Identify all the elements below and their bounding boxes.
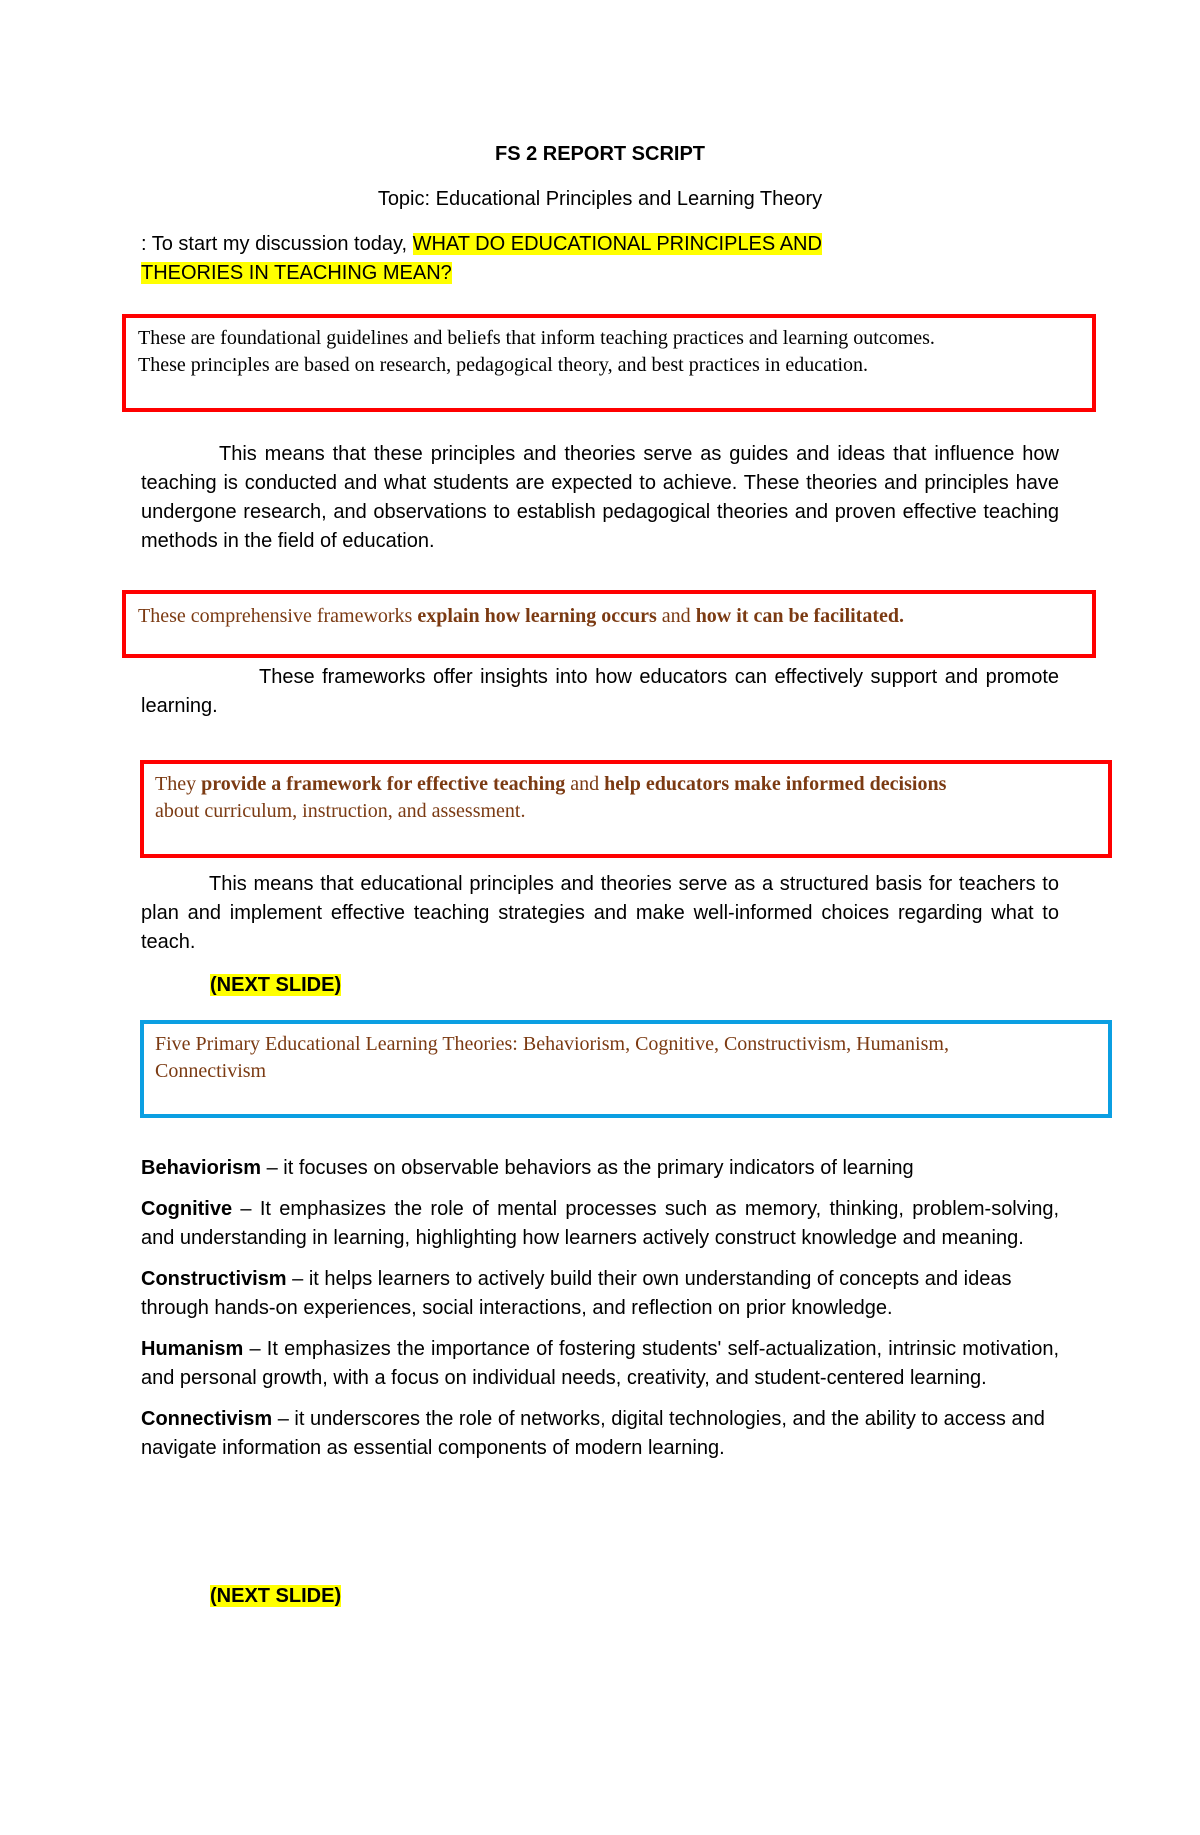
next-slide-marker-2 xyxy=(210,1585,341,1608)
explanation-paragraph-2: These frameworks offer insights into how educators can effectively support and promote learning. xyxy=(141,666,1059,717)
desc-constructivism: – it helps learners to actively build their own understanding of concepts and ideas through hands-on experiences, social interactions, and reflection on prior knowledge. xyxy=(141,1268,1012,1319)
decisions-bold-2: help educators make informed decisions xyxy=(604,773,947,795)
next-slide-marker-1 xyxy=(210,974,341,997)
definition-line-1: These are foundational guidelines and beliefs that inform teaching practices and learning outcomes. xyxy=(138,327,935,349)
explanation-paragraph-1: This means that these principles and theories serve as guides and ideas that influence how teaching is conducted and what students are expected to achieve. These theories and principles have undergone research, and observations to establish pedagogical theories and proven effective teaching methods in the field of education. xyxy=(141,443,1059,552)
theories-line-2: Connectivism xyxy=(155,1060,267,1082)
list-item xyxy=(141,1405,1059,1463)
explanation-paragraph-3: This means that educational principles and theories serve as a structured basis for teachers to plan and implement effective teaching strategies and make well-informed choices regarding what to teach. xyxy=(141,873,1059,953)
frameworks-bold-2: how it can be facilitated. xyxy=(695,605,904,627)
term-humanism: Humanism xyxy=(141,1338,244,1360)
definition-line-2: These principles are based on research, pedagogical theory, and best practices in education. xyxy=(138,354,869,376)
desc-cognitive: – It emphasizes the role of mental processes such as memory, thinking, problem-solving, and understanding in learning, highlighting how learners actively construct knowledge and meaning. xyxy=(141,1198,1059,1249)
list-item xyxy=(141,1154,1059,1183)
desc-humanism: – It emphasizes the importance of fostering students' self-actualization, intrinsic motivation, and personal growth, with a focus on individual needs, creativity, and student-centered learning. xyxy=(141,1338,1059,1389)
decisions-text-2: and xyxy=(565,773,605,795)
decisions-line-2: about curriculum, instruction, and assessment. xyxy=(155,800,526,822)
intro-question-line1: WHAT DO EDUCATIONAL PRINCIPLES AND xyxy=(412,233,822,255)
frameworks-text-2: and xyxy=(656,605,696,627)
decisions-text-1: They xyxy=(155,773,202,795)
list-item xyxy=(141,1335,1059,1393)
document-title: FS 2 REPORT SCRIPT xyxy=(494,143,706,165)
definition-box-text xyxy=(138,325,1088,379)
next-slide-label-1: (NEXT SLIDE) xyxy=(210,974,342,996)
theories-box-text xyxy=(155,1031,1105,1085)
term-cognitive: Cognitive xyxy=(141,1198,233,1220)
decisions-box-text xyxy=(155,771,1105,825)
term-connectivism: Connectivism xyxy=(141,1408,273,1430)
document-topic: Topic: Educational Principles and Learning Theory xyxy=(377,188,823,210)
term-constructivism: Constructivism xyxy=(141,1268,287,1290)
term-behaviorism: Behaviorism xyxy=(141,1157,262,1179)
next-slide-label-2: (NEXT SLIDE) xyxy=(210,1585,342,1607)
decisions-bold-1: provide a framework for effective teaching xyxy=(201,773,566,795)
intro-paragraph xyxy=(141,230,1059,288)
intro-prefix: : To start my discussion today, xyxy=(141,233,413,255)
theories-line-1: Five Primary Educational Learning Theories: Behaviorism, Cognitive, Constructivism, Humanism, xyxy=(155,1033,949,1055)
frameworks-bold-1: explain how learning occurs xyxy=(417,605,657,627)
frameworks-box-text xyxy=(138,603,1088,630)
frameworks-text-1: These comprehensive frameworks xyxy=(138,605,418,627)
theories-list xyxy=(141,1154,1059,1475)
list-item xyxy=(141,1195,1059,1253)
desc-connectivism: – it underscores the role of networks, digital technologies, and the ability to access and navigate information as essential components of modern learning. xyxy=(141,1408,1045,1459)
intro-question-line2: THEORIES IN TEACHING MEAN? xyxy=(141,262,452,284)
desc-behaviorism: – it focuses on observable behaviors as the primary indicators of learning xyxy=(261,1157,914,1179)
decisions-line-1 xyxy=(155,771,1105,798)
list-item xyxy=(141,1265,1059,1323)
